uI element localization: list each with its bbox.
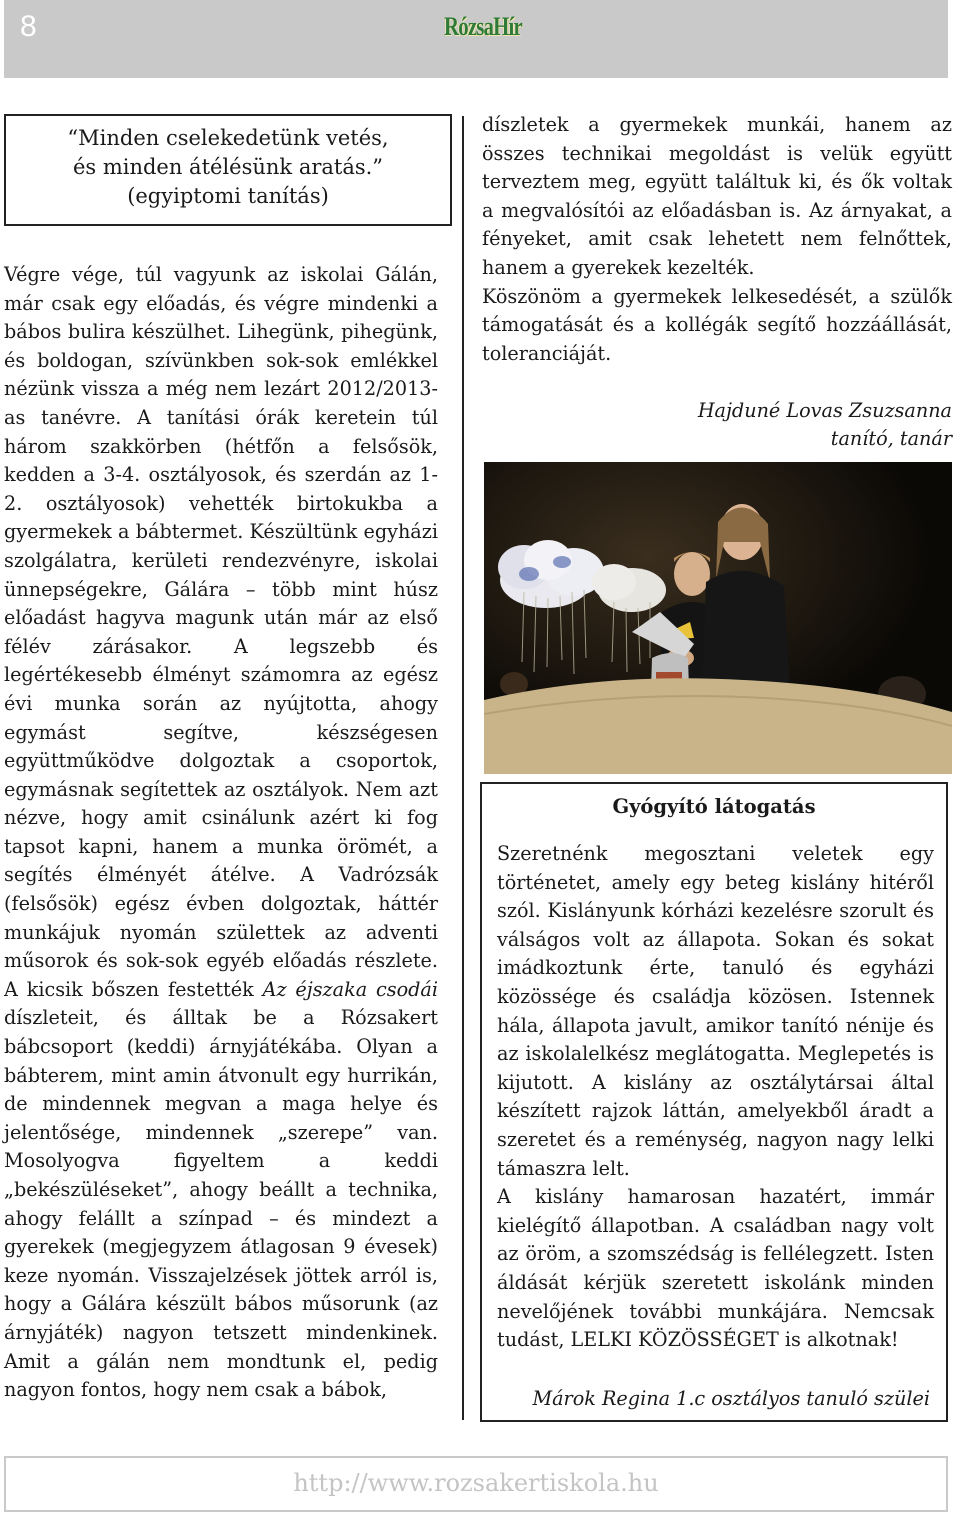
article-continued-paragraph: díszletek a gyermekek munkái, hanem az összes technikai megoldást is velük együtt terveztem meg, együtt találtuk ki, és ők voltak a megvalósítói az előadásban is. Az árnyakat, a fényeket, amit csak lehetett nem felnőttek, hanem a gyerekek kezelték.: [482, 113, 952, 279]
quote-box: [4, 114, 452, 226]
article-thanks-paragraph: Köszönöm a gyermekek lelkesedését, a szülők támogatását és a kollégák segítő hozzáállását, toleranciáját.: [482, 284, 952, 365]
box-title: Gyógyító látogatás: [612, 795, 816, 818]
article-text-part-2: díszleteit, és álltak be a Rózsakert bábcsoport (keddi) árnyjátékába. Olyan a bábterem, mint amin átvonult egy hurrikán, de mindennek megvan a maga helye és jelentősége, mindennek „szerepe” van. Mosolyogva figyeltem a keddi „bekészüléseket”, ahogy beállt a technika, ahogy felállt a színpad – és mindezt a gyerekek (megjegyzem átlagosan 9 évesek) keze nyomán. Visszajelzések jöttek arról is, hogy a Gálára készült bábos műsorunk (az árnyjáték) nagyon tetszett mindenkinek. Amit a gálán nem mondtunk el, pedig nagyon fontos, hogy nem csak a bábok,: [4, 1006, 438, 1402]
quote-line-2: és minden átélésünk aratás.”: [72, 155, 384, 179]
box-paragraph-1: Szeretnénk megosztani veletek egy történetet, amely egy beteg kislány hitéről szól. Kislányunk kórházi kezelésre szorult és válságos volt az állapota. Sokan és sokat imádkoztunk érte, tanuló és egyházi közössége és családja közösen. Istennek hála, állapota javult, amikor tanító nénije és az iskolalelkész meglátogatta. Meglepetés is kijutott. A kislány az osztálytársai által készített rajzok láttán, amelyekből áradt a szeretet és a reménység, nagyon nagy lelki támaszra lelt.: [497, 842, 934, 1180]
school-url: http://www.rozsakertiskola.hu: [293, 1469, 659, 1497]
play-title: Az éjszaka csodái: [262, 977, 438, 1001]
healing-visit-box: [480, 782, 948, 1422]
box-paragraph-2: A kislány hamarosan hazatért, immár kielégítő állapotban. A családban nagy volt az öröm, a szomszédság is fellélegzett. Isten áldását kérjük szeretett iskolánk minden nevelőjének további munkájára. Nemcsak tudást, LELKI KÖZÖSSÉGET is alkotnak!: [497, 1185, 934, 1352]
page-header: [4, 0, 948, 78]
article-text-part-1: Végre vége, túl vagyunk az iskolai Gálán, már csak egy előadás, és végre mindenki a bábos bulira készülhet. Lihegünk, pihegünk, és boldogan, szívünkben sok-sok emlékkel nézünk vissza a még nem lezárt 2012/2013-as tanévre. A tanítási órák keretein túl három szakkörben (hétfőn a felsősök, kedden a 3-4. osztályosok, és szerdán az 1-2. osztályosok) vehették birtokukba a gyermekek a bábtermet. Készültünk egyházi szolgálatra, kerületi rendezvényre, iskolai ünnepségekre, Gálára – több mint húsz előadást hagyva magunk után már az első félév zárásakor. A legszebb és legértékesebb élményt számomra az egész évi munka során az nyújtotta, ahogy egymást segítve, készségesen együttműködve dolgoztak a csoportok, egymásnak segítettek az osztályok. Nem azt nézve, hogy amit csinálunk azért ki fog tapsot kapni, hanem a munka örömét, a segítés élményét átélve. A Vadrózsák (felsősök) egész évben dolgoztak, háttér munkájuk nyomán születtek az adventi műsorok és sok-sok egyéb előadás részlete. A kicsik bőszen festették: [4, 263, 438, 1001]
shadow-play-photo: [484, 462, 952, 774]
photo-illustration: [484, 462, 952, 774]
article-body-right: [482, 111, 952, 368]
quote-line-1: “Minden cselekedetünk vetés,: [67, 126, 389, 150]
page-footer: [4, 1456, 948, 1512]
author-role: tanító, tanár: [830, 427, 952, 450]
page-number: 8: [20, 10, 37, 43]
quote-source: (egyiptomi tanítás): [127, 184, 329, 208]
article-paragraph: [4, 261, 438, 1405]
box-signature: Márok Regina 1.c osztályos tanuló szülei: [532, 1387, 930, 1410]
author-name: Hajduné Lovas Zsuzsanna: [697, 399, 952, 422]
column-divider: [462, 116, 464, 1420]
article-signature: [482, 397, 952, 453]
newsletter-logo: RózsaHír: [444, 12, 522, 41]
box-body: [497, 840, 934, 1355]
article-body-left: [4, 261, 438, 1405]
